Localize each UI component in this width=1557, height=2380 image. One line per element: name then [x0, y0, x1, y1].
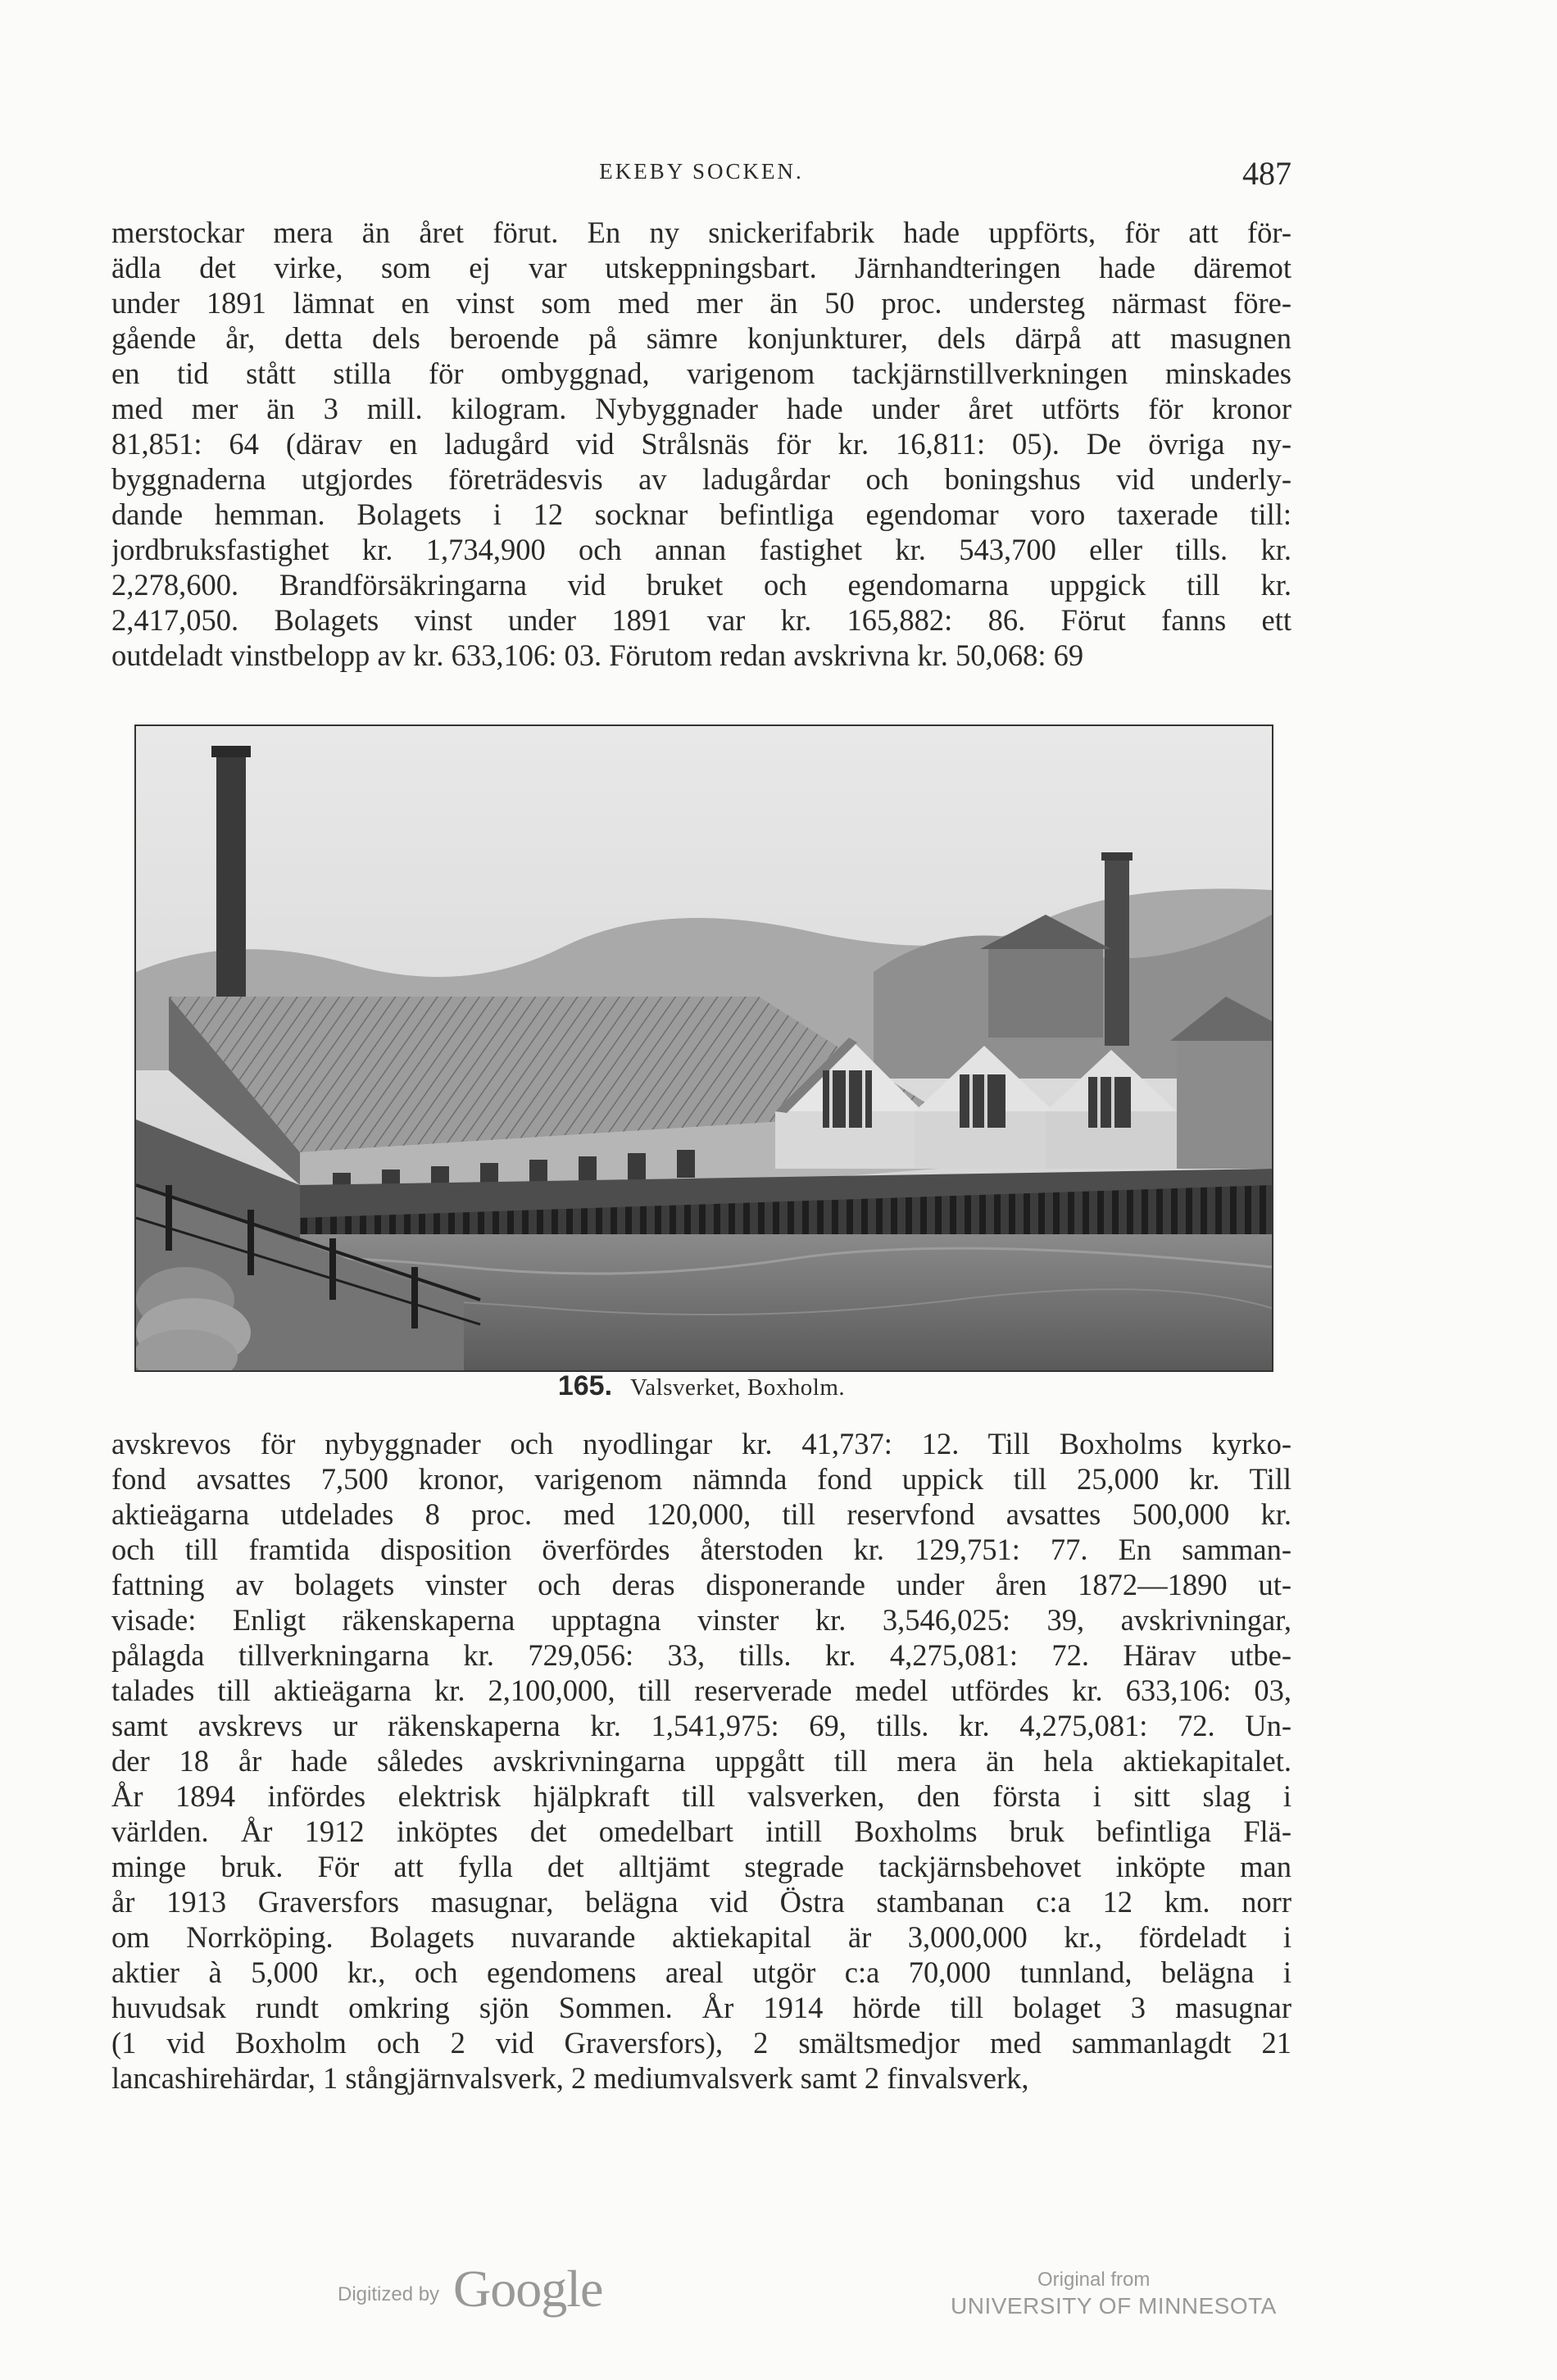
running-title: EKEBY SOCKEN.: [599, 159, 804, 184]
text-line: jordbruksfastighet kr. 1,734,900 och annan fastighet kr. 543,700 eller tills. kr.: [111, 533, 1291, 566]
page-number: 487: [1242, 155, 1291, 192]
text-line: byggnaderna utgjordes företrädesvis av ladugårdar och boningshus vid underly-: [111, 462, 1291, 496]
text-line: År 1894 infördes elektrisk hjälpkraft till valsverken, den första i sitt slag i: [111, 1779, 1291, 1813]
paragraph-top: [111, 215, 1291, 673]
factory-photograph: [134, 724, 1273, 1372]
digitization-footer: [0, 2252, 1557, 2342]
paragraph-bottom: [111, 1426, 1291, 2096]
text-line: fattning av bolagets vinster och deras disponerande under åren 1872—1890 ut-: [111, 1568, 1291, 1601]
text-line: med mer än 3 mill. kilogram. Nybyggnader hade under året utförts för kronor: [111, 392, 1291, 425]
text-line: 2,417,050. Bolagets vinst under 1891 var kr. 165,882: 86. Förut fanns ett: [111, 603, 1291, 637]
text-line: världen. År 1912 inköptes det omedelbart intill Boxholms bruk befintliga Flä-: [111, 1815, 1291, 1848]
google-logo: Google: [453, 2260, 603, 2318]
figure-caption-text: Valsverket, Boxholm.: [630, 1374, 846, 1401]
text-line: outdeladt vinstbelopp av kr. 633,106: 03. Förutom redan avskrivna kr. 50,068: 69: [111, 638, 1084, 672]
running-head: [111, 154, 1291, 190]
rolling-mill-photo-illustration: [136, 726, 1272, 1370]
text-line: (1 vid Boxholm och 2 vid Graversfors), 2 smältsmedjor med sammanlagdt 21: [111, 2026, 1291, 2060]
text-line: en tid stått stilla för ombyggnad, varigenom tackjärnstillverkningen minskades: [111, 357, 1291, 390]
text-line: merstockar mera än året förut. En ny snickerifabrik hade uppförts, för att för-: [111, 216, 1291, 249]
text-line: visade: Enligt räkenskaperna upptagna vinster kr. 3,546,025: 39, avskrivningar,: [111, 1603, 1291, 1637]
text-line: pålagda tillverkningarna kr. 729,056: 33, tills. kr. 4,275,081: 72. Härav utbe-: [111, 1638, 1291, 1672]
figure-number: 165.: [557, 1370, 613, 1401]
text-line: aktier à 5,000 kr., och egendomens areal utgör c:a 70,000 tunnland, belägna i: [111, 1955, 1291, 1989]
text-line: fond avsattes 7,500 kronor, varigenom nämnda fond uppick till 25,000 kr. Till: [111, 1462, 1291, 1496]
text-line: avskrevos för nybyggnader och nyodlingar kr. 41,737: 12. Till Boxholms kyrko-: [111, 1427, 1291, 1460]
text-line: minge bruk. För att fylla det alltjämt stegrade tackjärnsbehovet inköpte man: [111, 1850, 1291, 1883]
text-line: samt avskrevs ur räkenskaperna kr. 1,541,975: 69, tills. kr. 4,275,081: 72. Un-: [111, 1709, 1291, 1742]
text-line: huvudsak rundt omkring sjön Sommen. År 1914 hörde till bolaget 3 masugnar: [111, 1991, 1291, 2024]
text-line: under 1891 lämnat en vinst som med mer än 50 proc. understeg närmast före-: [111, 286, 1291, 320]
original-from-label: Original from: [1037, 2269, 1151, 2291]
text-line: lancashirehärdar, 1 stångjärnvalsverk, 2 mediumvalsverk samt 2 finvalsverk,: [111, 2061, 1029, 2095]
digitized-by-label: Digitized by: [338, 2283, 440, 2305]
text-line: och till framtida disposition överfördes återstoden kr. 129,751: 77. En samman-: [111, 1533, 1291, 1566]
text-line: 81,851: 64 (därav en ladugård vid Strålsnäs för kr. 16,811: 05). De övriga ny-: [111, 427, 1291, 461]
text-line: dande hemman. Bolagets i 12 socknar befintliga egendomar voro taxerade till:: [111, 497, 1291, 531]
text-line: der 18 år hade således avskrivningarna uppgått till mera än hela aktiekapitalet.: [111, 1744, 1291, 1778]
text-line: aktieägarna utdelades 8 proc. med 120,000, till reservfond avsattes 500,000 kr.: [111, 1497, 1291, 1531]
text-line: talades till aktieägarna kr. 2,100,000, till reserverade medel utfördes kr. 633,106: 03,: [111, 1674, 1291, 1707]
university-name: UNIVERSITY OF MINNESOTA: [951, 2293, 1277, 2319]
text-line: 2,278,600. Brandförsäkringarna vid bruket och egendomarna uppgick till kr.: [111, 568, 1291, 602]
text-line: om Norrköping. Bolagets nuvarande aktiekapital är 3,000,000 kr., fördeladt i: [111, 1920, 1291, 1954]
text-line: ädla det virke, som ej var utskeppningsbart. Järnhandteringen hade däremot: [111, 251, 1291, 284]
figure-caption: [111, 1370, 1291, 1402]
text-line: gående år, detta dels beroende på sämre konjunkturer, dels därpå att masugnen: [111, 321, 1291, 355]
text-line: år 1913 Graversfors masugnar, belägna vid Östra stambanan c:a 12 km. norr: [111, 1885, 1291, 1919]
